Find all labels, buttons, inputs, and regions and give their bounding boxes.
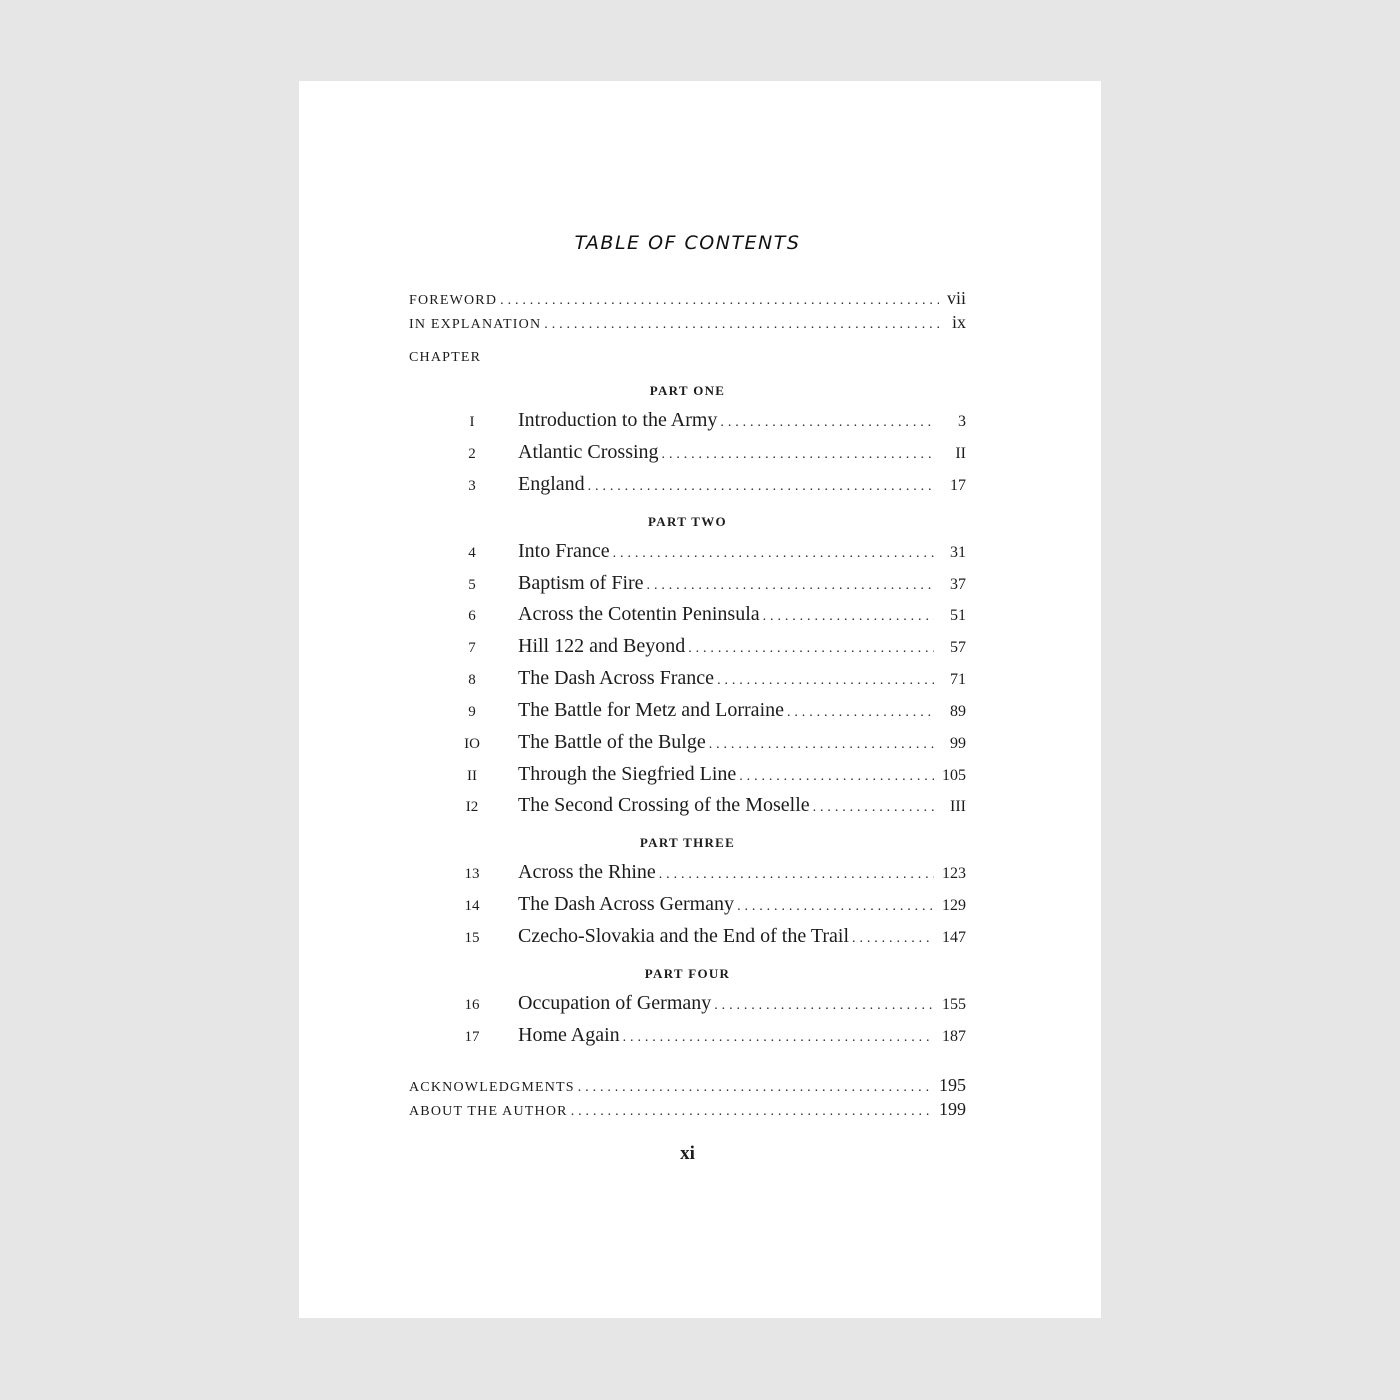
chapter-title: Across the Rhine — [518, 861, 656, 883]
page-number: 195 — [939, 1075, 966, 1095]
dot-leader — [659, 867, 934, 883]
chapter-number: 9 — [468, 704, 476, 720]
page-number: 129 — [942, 897, 966, 914]
dot-leader — [787, 705, 934, 721]
page-folio: xi — [680, 1143, 695, 1164]
chapter-title: The Battle of the Bulge — [518, 731, 706, 753]
entry-label: ABOUT THE AUTHOR — [409, 1104, 568, 1119]
page-number: 123 — [942, 865, 966, 882]
dot-leader — [500, 293, 939, 309]
dot-leader — [544, 317, 944, 333]
dot-leader — [578, 1080, 931, 1096]
toc-entry-foreword — [409, 288, 966, 309]
chapter-entry — [455, 763, 966, 786]
dot-leader — [852, 931, 934, 947]
dot-leader — [647, 578, 934, 594]
chapter-entry — [455, 540, 966, 563]
chapter-number: 7 — [468, 640, 476, 656]
dot-leader — [588, 479, 934, 495]
chapter-column-label: CHAPTER — [409, 350, 482, 365]
chapter-entry — [455, 667, 966, 690]
page-number: ix — [951, 312, 966, 332]
chapter-entry — [455, 925, 966, 948]
toc-entry-about-the-author — [409, 1099, 966, 1120]
chapter-entry — [455, 699, 966, 722]
chapter-title: The Battle for Metz and Lorraine — [518, 699, 784, 721]
entry-label: IN EXPLANATION — [409, 317, 542, 332]
chapter-title: The Dash Across Germany — [518, 893, 735, 915]
page-number: 51 — [950, 607, 966, 624]
page-number: 57 — [950, 639, 966, 656]
dot-leader — [623, 1030, 934, 1046]
chapter-number: 15 — [464, 930, 480, 946]
page-number: 187 — [942, 1028, 966, 1045]
chapter-entry — [455, 992, 966, 1015]
dot-leader — [709, 737, 934, 753]
chapter-entry — [455, 635, 966, 658]
chapter-number: II — [467, 768, 477, 784]
page-number: 199 — [939, 1099, 966, 1119]
page-number: 89 — [950, 703, 966, 720]
page-number: 99 — [950, 735, 966, 752]
chapter-number: I2 — [465, 799, 479, 815]
entry-label: ACKNOWLEDGMENTS — [409, 1080, 575, 1095]
chapter-title: Across the Cotentin Peninsula — [518, 603, 760, 625]
chapter-title: Czecho-Slovakia and the End of the Trail — [518, 925, 850, 947]
chapter-number: IO — [464, 736, 480, 752]
chapter-number: 5 — [468, 577, 476, 593]
dot-leader — [613, 546, 934, 562]
chapter-entry — [455, 473, 966, 496]
chapter-entry — [455, 794, 966, 817]
dot-leader — [714, 998, 934, 1014]
dot-leader — [763, 609, 934, 625]
chapter-title: Hill 122 and Beyond — [518, 635, 686, 657]
page-number: 31 — [950, 544, 966, 561]
toc-entry-acknowledgments — [409, 1075, 966, 1096]
entry-label: FOREWORD — [409, 293, 498, 308]
chapter-entry — [455, 441, 966, 464]
chapter-title: The Dash Across France — [518, 667, 715, 689]
dot-leader — [720, 415, 934, 431]
page-number: 105 — [942, 767, 966, 784]
chapter-title: Through the Siegfried Line — [518, 763, 737, 785]
page-title: TABLE OF CONTENTS — [574, 232, 801, 254]
chapter-title: Introduction to the Army — [518, 409, 718, 431]
dot-leader — [737, 899, 934, 915]
chapter-entry — [455, 409, 966, 432]
toc-entry-in-explanation — [409, 312, 966, 333]
chapter-number: 14 — [464, 898, 480, 914]
page-number: III — [950, 798, 966, 815]
page-number: 71 — [950, 671, 966, 688]
chapter-title: Home Again — [518, 1024, 620, 1046]
chapter-number: I — [469, 414, 475, 430]
part-heading: PART FOUR — [644, 966, 731, 981]
page-number: 155 — [942, 996, 966, 1013]
chapter-number: 8 — [468, 672, 476, 688]
chapter-number: 2 — [468, 446, 476, 462]
part-heading: PART ONE — [649, 383, 726, 398]
dot-leader — [571, 1104, 931, 1120]
page-number: 37 — [950, 576, 966, 593]
chapter-number: 6 — [468, 608, 476, 624]
chapter-title: England — [518, 473, 585, 495]
chapter-title: Baptism of Fire — [518, 572, 644, 594]
chapter-number: 17 — [464, 1029, 480, 1045]
chapter-entry — [455, 893, 966, 916]
dot-leader — [688, 641, 934, 657]
dot-leader — [813, 800, 934, 816]
chapter-title: Into France — [518, 540, 610, 562]
chapter-entry — [455, 731, 966, 754]
chapter-title: Atlantic Crossing — [518, 441, 659, 463]
part-heading: PART THREE — [639, 835, 736, 850]
page-number: 17 — [950, 477, 966, 494]
chapter-entry — [455, 861, 966, 884]
dot-leader — [662, 447, 934, 463]
chapter-entry — [455, 603, 966, 626]
chapter-title: Occupation of Germany — [518, 992, 712, 1014]
chapter-number: 13 — [464, 866, 480, 882]
page-number: vii — [946, 288, 966, 308]
dot-leader — [717, 673, 934, 689]
page-number: 3 — [958, 413, 966, 430]
chapter-number: 3 — [468, 478, 476, 494]
chapter-title: The Second Crossing of the Moselle — [518, 794, 810, 816]
part-heading: PART TWO — [648, 514, 727, 529]
chapter-entry — [455, 572, 966, 595]
chapter-number: 4 — [468, 545, 476, 561]
chapter-number: 16 — [464, 997, 480, 1013]
page-number: 147 — [942, 929, 966, 946]
page-number: II — [955, 445, 966, 462]
chapter-entry — [455, 1024, 966, 1047]
dot-leader — [739, 769, 934, 785]
